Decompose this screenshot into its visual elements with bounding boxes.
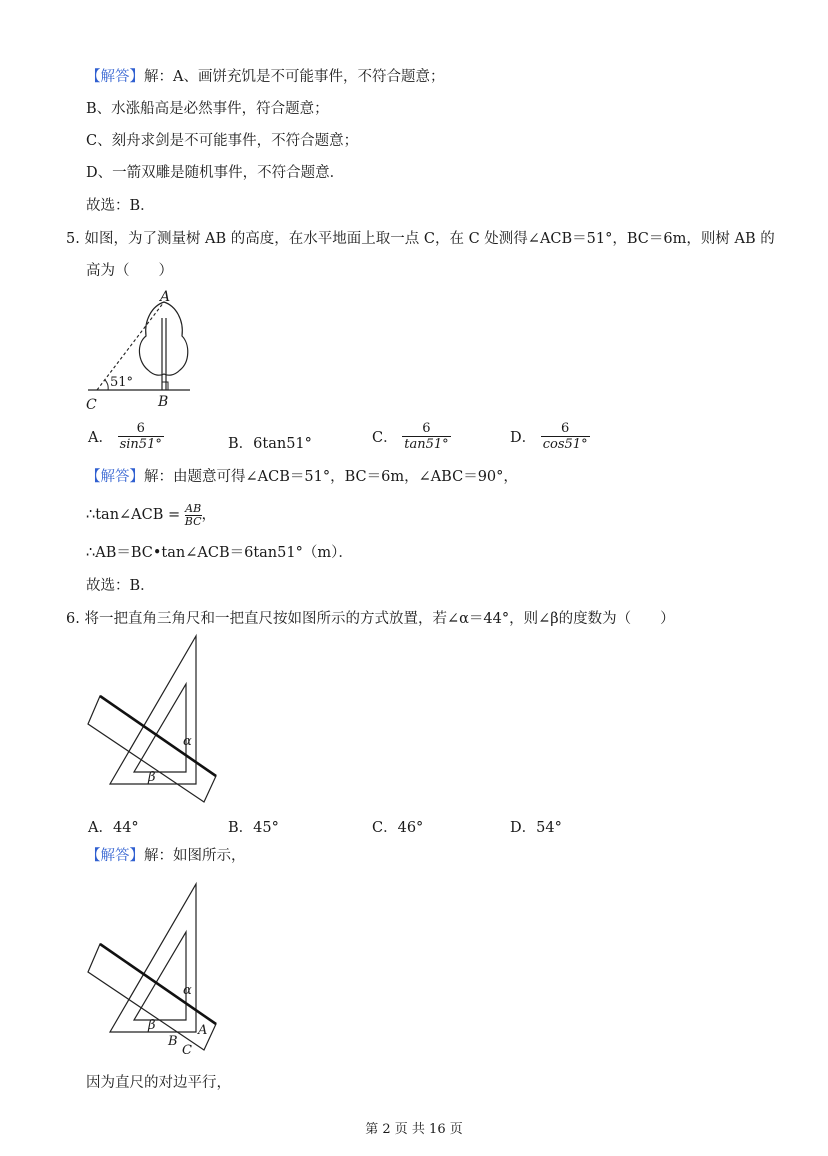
- answer-line-1: [86, 68, 444, 86]
- q6-fig2-label-A: A: [198, 1023, 208, 1038]
- answer-line-3: C、刻舟求剑是不可能事件，不符合题意；: [86, 133, 359, 149]
- tan-suffix: ，: [201, 507, 216, 523]
- q6-fig2-label-C: C: [182, 1043, 192, 1058]
- answer-tag: 【解答】: [86, 69, 144, 85]
- q5-solution-choice: 故选：B．: [86, 578, 155, 594]
- q5-option-b: [228, 432, 312, 453]
- option-letter: B．: [228, 436, 254, 452]
- option-c-numerator: 6: [422, 421, 431, 436]
- q5-option-a: [88, 421, 164, 452]
- answer-line-2: B、水涨船高是必然事件，符合题意；: [86, 101, 329, 117]
- option-letter: D．: [510, 430, 537, 446]
- q5-label-B: B: [158, 394, 169, 410]
- q5-figure-tree: [82, 288, 202, 412]
- q6-fig2-label-beta: β: [148, 1018, 156, 1033]
- q6-option-c: C．46°: [372, 820, 424, 836]
- tan-numerator: AB: [185, 501, 202, 515]
- q5-solution-line2: [86, 502, 216, 528]
- option-a-numerator: 6: [136, 421, 145, 436]
- q6-solution-line1: [86, 847, 246, 865]
- q5-stem-line2: 高为（ ）: [86, 263, 173, 279]
- q5-solution-line1: [86, 468, 518, 486]
- option-letter: A．: [88, 430, 113, 446]
- tan-denominator: BC: [184, 514, 202, 528]
- solution-text: 解：如图所示，: [144, 848, 246, 864]
- answer-tag: 【解答】: [86, 848, 144, 864]
- q5-label-angle: 51°: [110, 375, 134, 390]
- answer-tag: 【解答】: [86, 469, 144, 485]
- q6-fig2-label-B: B: [168, 1034, 178, 1049]
- q5-stem-line1: 5. 如图，为了测量树 AB 的高度，在水平地面上取一点 C，在 C 处测得∠ACB＝51°，BC＝6m，则树 AB 的: [66, 231, 775, 247]
- q5-label-A: A: [160, 289, 171, 305]
- answer-choice: 故选：B．: [86, 198, 155, 214]
- q5-solution-line3: ∴AB＝BC•tan∠ACB＝6tan51°（m）．: [86, 545, 353, 561]
- q6-solution-line2: 因为直尺的对边平行，: [86, 1075, 231, 1091]
- q6-label-alpha: α: [183, 734, 192, 749]
- q6-option-d: D．54°: [510, 820, 562, 836]
- q6-option-b: B．45°: [228, 820, 279, 836]
- q6-stem: 6. 将一把直角三角尺和一把直尺按如图所示的方式放置，若∠α＝44°，则∠β的度数为（ ）: [66, 611, 675, 627]
- q5-option-d: [510, 421, 590, 452]
- q5-option-c: [372, 421, 451, 452]
- q6-option-a: A．44°: [88, 820, 139, 836]
- option-b-text: 6tan51°: [253, 436, 312, 452]
- option-letter: C．: [372, 430, 398, 446]
- q5-label-C: C: [86, 397, 97, 413]
- q6-label-beta: β: [148, 770, 156, 785]
- tan-expression: ∴tan∠ACB =: [86, 507, 181, 523]
- option-a-denominator: sin51°: [119, 437, 162, 452]
- page-footer: 第 2 页 共 16 页: [365, 1122, 463, 1137]
- q6-fig2-label-alpha: α: [183, 983, 192, 998]
- answer-line-4: D、一箭双雕是随机事件，不符合题意．: [86, 165, 345, 181]
- answer-text: 解：A、画饼充饥是不可能事件，不符合题意；: [144, 69, 445, 85]
- option-c-denominator: tan51°: [404, 437, 449, 452]
- solution-text: 解：由题意可得∠ACB＝51°，BC＝6m，∠ABC＝90°，: [144, 469, 518, 485]
- option-d-denominator: cos51°: [542, 437, 588, 452]
- option-d-numerator: 6: [561, 421, 570, 436]
